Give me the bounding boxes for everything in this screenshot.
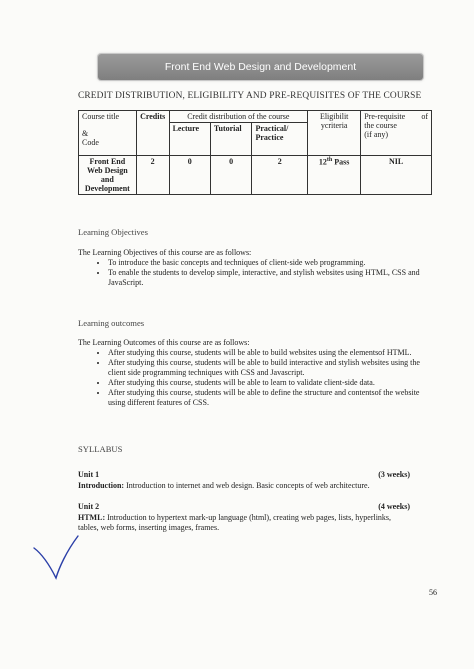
prereq-label-of: of <box>421 112 428 121</box>
course-code-label: Code <box>82 138 99 147</box>
eligibility-superscript: th <box>326 157 333 163</box>
tutorial-header: Tutorial <box>210 123 252 156</box>
credit-distribution-header: Credit distribution of the course <box>169 111 307 123</box>
practical-cell: 2 <box>252 156 308 195</box>
course-row <box>79 156 432 195</box>
unit-1-text: Introduction to internet and web design. Basic concepts of web architecture. <box>124 481 370 490</box>
learning-outcomes-list <box>94 348 438 408</box>
unit-1-duration: (3 weeks) <box>378 470 410 479</box>
eligibility-header: Eligibilit ycriteria <box>308 111 361 156</box>
unit-1-header <box>78 470 410 479</box>
learning-outcomes-intro: The Learning Outcomes of this course are as follows: <box>78 338 250 347</box>
unit-2-text: Introduction to hypertext mark-up language (html), creating web pages, lists, hyperlinks, tables, web forms, inserting images, frames. <box>78 513 392 532</box>
prerequisite-header <box>361 111 432 156</box>
credits-header: Credits <box>136 111 169 156</box>
list-item: • To enable the students to develop simple, interactive, and stylish websites using HTML, CSS and JavaScript. <box>108 268 438 288</box>
prereq-label-line2: the course <box>364 121 397 130</box>
learning-objectives-heading: Learning Objectives <box>78 227 148 237</box>
unit-1-topic: Introduction: <box>78 481 125 490</box>
course-title-header <box>79 111 137 156</box>
course-amp-label: & <box>82 129 89 138</box>
unit-2-topic: HTML: <box>78 513 106 522</box>
unit-2-header <box>78 502 410 511</box>
course-name-cell: Front End Web Design and Development <box>79 156 137 195</box>
unit-1-title: Unit 1 <box>78 470 100 479</box>
unit-2-title: Unit 2 <box>78 502 100 511</box>
prerequisite-cell: NIL <box>361 156 432 195</box>
credit-section-heading: CREDIT DISTRIBUTION, ELIGIBILITY AND PRE-REQUISITES OF THE COURSE <box>78 91 422 101</box>
list-item: • After studying this course, students will be able to define the structure and contentsof the website using different features of CSS. <box>108 388 438 408</box>
credit-table-header-row <box>79 111 432 123</box>
credits-cell: 2 <box>136 156 169 195</box>
course-title-banner <box>98 54 423 80</box>
list-item: • After studying this course, students will be able to learn to validate client-side data. <box>108 378 438 388</box>
eligibility-pass: Pass <box>332 157 350 167</box>
tutorial-cell: 0 <box>210 156 252 195</box>
unit-1-description <box>78 481 413 491</box>
prereq-label-line3: (if any) <box>364 130 389 139</box>
credit-table <box>78 110 432 195</box>
lecture-cell: 0 <box>169 156 210 195</box>
eligibility-number: 12 <box>318 157 327 167</box>
learning-objectives-list <box>94 258 438 288</box>
unit-2-description <box>78 513 413 533</box>
page-number: 56 <box>429 588 437 597</box>
course-title: Front End Web Design and Development <box>164 61 357 73</box>
list-item: • To introduce the basic concepts and techniques of client-side web programming. <box>108 258 438 268</box>
list-item: • After studying this course, students will be able to build interactive and stylish websites using the client side programming techniques with CSS and Javascript. <box>108 358 438 378</box>
list-item: • After studying this course, students will be able to build websites using the elementsof HTML. <box>108 348 438 358</box>
unit-2-duration: (4 weeks) <box>378 502 410 511</box>
eligibility-cell <box>308 156 361 195</box>
handwritten-checkmark-icon <box>32 532 82 582</box>
learning-outcomes-heading: Learning outcomes <box>78 318 145 328</box>
lecture-header: Lecture <box>169 123 210 156</box>
syllabus-heading: SYLLABUS <box>78 444 123 454</box>
prereq-label-line1: Pre-requisite <box>364 112 406 121</box>
checkmark-stroke <box>34 536 78 578</box>
learning-objectives-intro: The Learning Objectives of this course are as follows: <box>78 248 252 257</box>
practical-header: Practical/ Practice <box>252 123 308 156</box>
course-title-label: Course title <box>82 112 120 121</box>
